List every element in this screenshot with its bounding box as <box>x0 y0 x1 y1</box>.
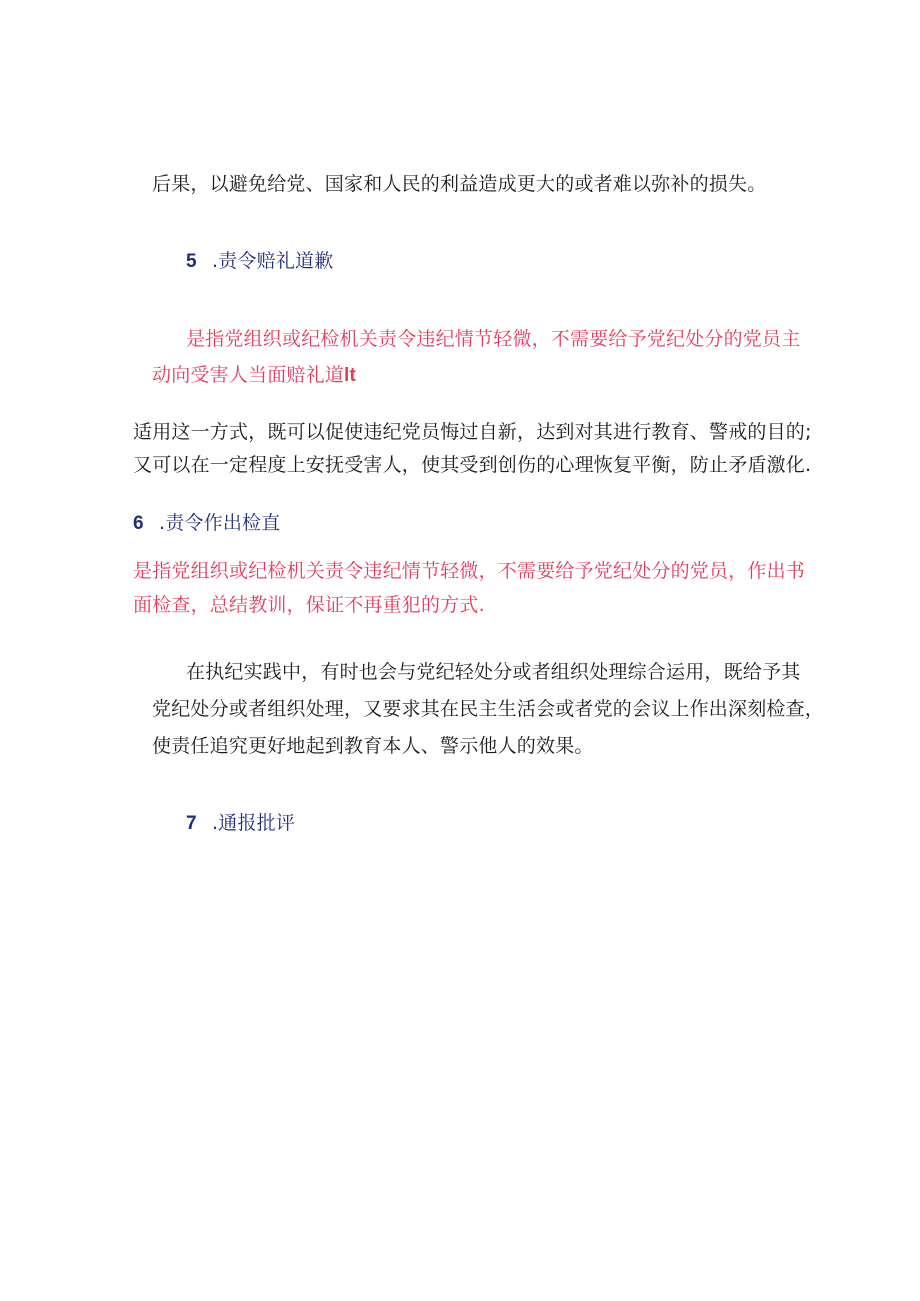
p6-black-line1-text: 在执纪实践中，有时也会与党纪轻处分或者组织处理综合运用，既给予其 <box>186 661 801 683</box>
heading-6 <box>133 511 280 536</box>
p6-red-line2-text: 面检查，总结教训，保证不再重犯的方式. <box>133 594 485 616</box>
heading-7-number: 7 <box>186 813 197 834</box>
paragraph-6-red-line2 <box>133 593 485 617</box>
heading-7 <box>186 811 295 836</box>
p6-red-line1-text: 是指党组织或纪检机关责令违纪情节轻微，不需要给予党纪处分的党员，作出书 <box>133 560 806 582</box>
p5-black-line1-text: 适用这一方式，既可以促使违纪党员悔过自新，达到对其进行教育、警戒的目的; <box>133 421 812 443</box>
p5-red-line2-text: 动向受害人当面赔礼道 <box>152 364 345 386</box>
paragraph-5-black-line2 <box>133 453 811 477</box>
p5-red-line1-text: 是指党组织或纪检机关责令违纪情节轻微，不需要给予党纪处分的党员主 <box>186 328 801 350</box>
paragraph-5-black-line1 <box>133 420 812 444</box>
heading-5 <box>186 249 333 274</box>
p6-black-line2-text: 党纪处分或者组织处理，又要求其在民主生活会或者党的会议上作出深刻检查， <box>152 698 825 720</box>
paragraph-intro-tail <box>152 172 766 196</box>
paragraph-6-black-line3 <box>152 734 594 758</box>
heading-6-number: 6 <box>133 513 144 534</box>
paragraph-6-red-line1 <box>133 559 805 583</box>
p5-red-line2-tail: lt <box>344 365 357 386</box>
heading-7-title: .通报批评 <box>212 812 296 834</box>
intro-tail-text: 后果，以避免给党、国家和人民的利益造成更大的或者难以弥补的损失。 <box>152 173 767 195</box>
p6-black-line3-text: 使责任追究更好地起到教育本人、警示他人的效果。 <box>152 735 594 757</box>
heading-5-number: 5 <box>186 251 197 272</box>
paragraph-5-red-line2 <box>152 363 356 388</box>
heading-6-title: .责令作出检直 <box>159 512 281 534</box>
p5-black-line2-text: 又可以在一定程度上安抚受害人，使其受到创伤的心理恢复平衡，防止矛盾激化. <box>133 454 812 476</box>
heading-5-title: .责令赔礼道歉 <box>212 250 334 272</box>
paragraph-6-black-line2 <box>152 697 824 721</box>
paragraph-5-red-line1 <box>186 327 800 351</box>
paragraph-6-black-line1 <box>186 660 800 684</box>
